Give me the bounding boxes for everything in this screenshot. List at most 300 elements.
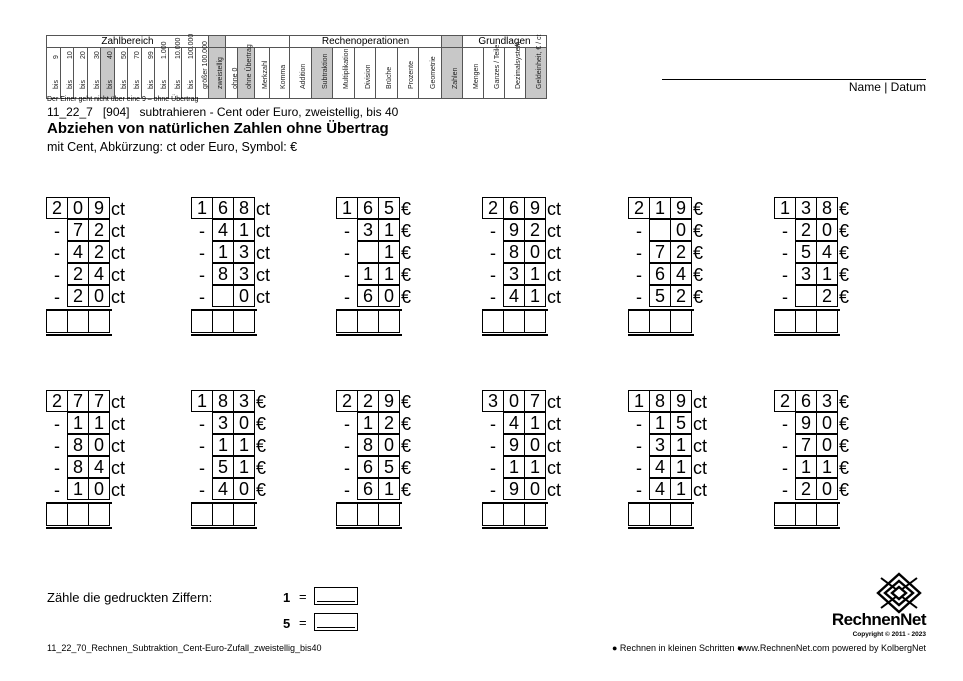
classification-label: bis [80, 80, 88, 89]
name-date-label: Name | Datum [848, 80, 926, 94]
unit-label: ct [256, 265, 271, 285]
classification-cell [238, 44, 255, 99]
digit-cell: 8 [503, 241, 525, 263]
digit-cell: 1 [503, 456, 525, 478]
answer-cell[interactable] [191, 311, 213, 333]
minus-sign: - [782, 436, 788, 456]
problem-row [46, 242, 125, 264]
answer-cell[interactable] [67, 504, 89, 526]
classification-cell [397, 48, 419, 99]
classification-cell [209, 48, 226, 99]
digit-cell: 8 [212, 263, 234, 285]
unit-label: € [839, 436, 850, 456]
digit-cell: 4 [67, 241, 89, 263]
unit-label: € [839, 392, 850, 412]
count-answer-box-5[interactable] [314, 613, 358, 631]
problem-row [482, 264, 561, 286]
problem-row [628, 286, 703, 308]
answer-row [336, 502, 402, 526]
digit-cell: 1 [67, 412, 89, 434]
digit-cell: 5 [649, 285, 671, 307]
digit-cell: 7 [524, 390, 546, 412]
minus-sign: - [636, 458, 642, 478]
answer-cell[interactable] [774, 504, 796, 526]
digit-cell: 0 [88, 434, 110, 456]
minus-sign: - [636, 480, 642, 500]
classification-label: Mengen [473, 63, 480, 89]
digit-cell: 3 [233, 263, 255, 285]
answer-cell[interactable] [795, 504, 817, 526]
digit-cell: 5 [212, 456, 234, 478]
minus-sign: - [344, 458, 350, 478]
unit-label: ct [111, 265, 126, 285]
digit-cell: 1 [191, 197, 213, 219]
classification-label: bis [93, 80, 101, 89]
answer-cell[interactable] [482, 504, 504, 526]
classification-label: Prozente [407, 60, 415, 89]
classification-cell [419, 48, 442, 99]
digit-cell: 0 [816, 478, 838, 500]
problem-row [482, 457, 561, 479]
answer-cell[interactable] [628, 311, 650, 333]
unit-label: ct [547, 436, 562, 456]
digit-cell [649, 219, 671, 241]
answer-cell[interactable] [816, 504, 838, 526]
digit-cell: 1 [357, 263, 379, 285]
digit-cell: 3 [503, 263, 525, 285]
problem-row [628, 264, 703, 286]
group-zahlbereich: Zahlbereich [47, 36, 209, 48]
digit-cell: 9 [503, 219, 525, 241]
minus-sign: - [490, 221, 496, 241]
double-underline [336, 334, 402, 336]
problem-row [46, 391, 125, 413]
digit-cell: 6 [503, 197, 525, 219]
digit-cell: 0 [378, 285, 400, 307]
problem-row [191, 242, 270, 264]
classification-label: bis [66, 80, 74, 89]
digit-cell: 5 [378, 197, 400, 219]
digit-cell: 1 [524, 412, 546, 434]
digit-cell: 2 [46, 390, 68, 412]
answer-cell[interactable] [191, 504, 213, 526]
subtraction-problem [336, 198, 411, 336]
classification-cell [354, 48, 376, 99]
classification-cell [141, 48, 155, 99]
count-answer-box-1[interactable] [314, 587, 358, 605]
classification-cell [226, 48, 238, 99]
unit-label: € [693, 265, 704, 285]
unit-label: € [256, 480, 267, 500]
problem-row [336, 435, 411, 457]
answer-cell[interactable] [378, 504, 400, 526]
digit-cell: 2 [46, 197, 68, 219]
unit-label: € [401, 436, 412, 456]
subtraction-problem [46, 198, 125, 336]
unit-label: € [839, 221, 850, 241]
problem-row [46, 220, 125, 242]
digit-cell: 2 [357, 390, 379, 412]
group-spacer-2 [226, 36, 290, 48]
answer-cell[interactable] [628, 504, 650, 526]
minus-sign: - [344, 436, 350, 456]
unit-label: ct [111, 199, 126, 219]
unit-label: € [256, 392, 267, 412]
problem-row [482, 198, 561, 220]
unit-label: ct [111, 243, 126, 263]
digit-cell: 1 [212, 434, 234, 456]
minus-sign: - [344, 287, 350, 307]
classification-cell [290, 48, 312, 99]
classification-label: zweistellig [217, 57, 224, 89]
digit-cell: 1 [233, 456, 255, 478]
unit-label: ct [256, 243, 271, 263]
answer-row [336, 309, 402, 333]
unit-label: ct [547, 221, 562, 241]
subtraction-problem [628, 198, 703, 336]
unit-label: € [401, 392, 412, 412]
answer-cell[interactable] [88, 504, 110, 526]
count-digit-5: 5 [283, 616, 291, 631]
footer-slogan: ● Rechnen in kleinen Schritten ● [612, 643, 743, 653]
digit-cell: 3 [649, 434, 671, 456]
answer-cell[interactable] [336, 504, 358, 526]
double-underline [628, 334, 694, 336]
digit-cell: 8 [649, 390, 671, 412]
digit-cell: 2 [88, 241, 110, 263]
digit-cell [795, 285, 817, 307]
answer-cell[interactable] [649, 311, 671, 333]
unit-label: ct [547, 199, 562, 219]
minus-sign: - [54, 265, 60, 285]
problem-row [628, 413, 707, 435]
count-eq-1: = [299, 589, 307, 604]
unit-label: € [401, 480, 412, 500]
unit-label: ct [693, 480, 708, 500]
digit-cell: 9 [670, 197, 692, 219]
digit-cell: 1 [67, 478, 89, 500]
classification-cell [505, 41, 526, 99]
answer-cell[interactable] [46, 504, 68, 526]
minus-sign: - [490, 414, 496, 434]
range-value: 10.000 [174, 37, 182, 59]
digit-cell: 1 [191, 390, 213, 412]
problem-row [482, 286, 561, 308]
digit-cell: 0 [503, 390, 525, 412]
range-value: 70 [134, 51, 142, 59]
minus-sign: - [490, 480, 496, 500]
range-value: 99 [147, 51, 155, 59]
double-underline [482, 527, 548, 529]
digit-cell: 5 [378, 456, 400, 478]
digit-cell: 8 [816, 197, 838, 219]
classification-cell [195, 41, 209, 99]
answer-cell[interactable] [524, 311, 546, 333]
answer-cell[interactable] [482, 311, 504, 333]
answer-cell[interactable] [378, 311, 400, 333]
unit-label: ct [547, 287, 562, 307]
subtraction-problem [482, 391, 561, 529]
unit-label: ct [256, 221, 271, 241]
problem-row [774, 286, 849, 308]
double-underline [774, 527, 840, 529]
unit-label: ct [111, 287, 126, 307]
double-underline [774, 334, 840, 336]
digit-cell: 7 [795, 434, 817, 456]
problem-row [336, 198, 411, 220]
digit-cell: 4 [212, 219, 234, 241]
answer-cell[interactable] [46, 311, 68, 333]
minus-sign: - [54, 287, 60, 307]
classification-label: bis [134, 80, 142, 89]
digit-cell: 1 [816, 263, 838, 285]
minus-sign: - [54, 436, 60, 456]
digit-cell: 1 [670, 478, 692, 500]
digit-cell: 1 [670, 456, 692, 478]
answer-cell[interactable] [670, 311, 692, 333]
answer-row [628, 309, 694, 333]
classification-table [46, 35, 547, 99]
classification-cell [442, 48, 463, 99]
digit-cell: 1 [378, 263, 400, 285]
unit-label: € [256, 436, 267, 456]
answer-row [191, 502, 257, 526]
unit-label: ct [693, 392, 708, 412]
digit-cell: 2 [670, 241, 692, 263]
digit-cell: 5 [795, 241, 817, 263]
minus-sign: - [490, 265, 496, 285]
digit-cell: 1 [378, 219, 400, 241]
problem-row [46, 457, 125, 479]
problem-row [336, 220, 411, 242]
digit-cell: 1 [212, 241, 234, 263]
minus-sign: - [54, 458, 60, 478]
group-spacer-1 [209, 36, 226, 48]
digit-cell: 4 [88, 263, 110, 285]
minus-sign: - [636, 265, 642, 285]
problem-row [482, 413, 561, 435]
problem-row [191, 479, 266, 501]
digit-cell: 4 [649, 478, 671, 500]
unit-label: ct [111, 221, 126, 241]
answer-cell[interactable] [88, 311, 110, 333]
unit-label: € [693, 199, 704, 219]
classification-label: ohne 0 [231, 67, 239, 89]
classification-label: bis [161, 80, 169, 89]
answer-cell[interactable] [212, 504, 234, 526]
minus-sign: - [490, 243, 496, 263]
problem-row [482, 242, 561, 264]
unit-label: ct [693, 414, 708, 434]
digit-cell: 2 [336, 390, 358, 412]
digit-cell: 9 [88, 197, 110, 219]
answer-cell[interactable] [212, 311, 234, 333]
digit-cell: 6 [795, 390, 817, 412]
problem-row [628, 242, 703, 264]
classification-label: ohne Übertrag [246, 44, 253, 89]
problem-row [774, 457, 849, 479]
digit-cell: 7 [88, 390, 110, 412]
minus-sign: - [636, 243, 642, 263]
double-underline [482, 334, 548, 336]
unit-label: ct [693, 458, 708, 478]
unit-label: ct [111, 436, 126, 456]
minus-sign: - [490, 458, 496, 478]
digit-cell: 2 [67, 263, 89, 285]
digit-cell: 1 [233, 219, 255, 241]
minus-sign: - [490, 436, 496, 456]
problem-row [46, 413, 125, 435]
digit-cell: 1 [816, 456, 838, 478]
problem-row [774, 413, 849, 435]
digit-cell: 9 [524, 197, 546, 219]
unit-label: ct [693, 436, 708, 456]
classification-cell [463, 48, 484, 99]
digit-cell: 8 [357, 434, 379, 456]
minus-sign: - [199, 221, 205, 241]
answer-cell[interactable] [233, 504, 255, 526]
problem-row [46, 198, 125, 220]
range-value: 10 [66, 51, 74, 59]
classification-label: größer 100.000 [201, 41, 209, 89]
problem-row [628, 198, 703, 220]
minus-sign: - [199, 458, 205, 478]
minus-sign: - [782, 480, 788, 500]
unit-label: € [839, 265, 850, 285]
answer-cell[interactable] [67, 311, 89, 333]
minus-sign: - [490, 287, 496, 307]
problem-row [628, 457, 707, 479]
classification-cell [376, 48, 398, 99]
unit-label: € [839, 287, 850, 307]
classification-cell [182, 33, 196, 99]
problem-row [482, 220, 561, 242]
minus-sign: - [782, 243, 788, 263]
problem-row [46, 479, 125, 501]
problem-row [191, 220, 270, 242]
digit-cell: 1 [88, 412, 110, 434]
subtraction-problem [191, 391, 266, 529]
digit-cell: 0 [524, 478, 546, 500]
answer-cell[interactable] [649, 504, 671, 526]
answer-cell[interactable] [233, 311, 255, 333]
digit-cell: 8 [67, 456, 89, 478]
digit-cell: 2 [774, 390, 796, 412]
unit-label: € [401, 414, 412, 434]
classification-label: bis [120, 80, 128, 89]
classification-cell [270, 48, 290, 99]
classification-cell [74, 48, 88, 99]
minus-sign: - [782, 221, 788, 241]
digit-cell: 0 [816, 219, 838, 241]
answer-row [482, 502, 548, 526]
subtraction-problem [191, 198, 270, 336]
problem-row [46, 286, 125, 308]
problem-row [191, 435, 266, 457]
problem-row [774, 479, 849, 501]
digit-cell: 2 [628, 197, 650, 219]
digit-cell: 1 [524, 456, 546, 478]
digit-cell: 1 [524, 285, 546, 307]
answer-cell[interactable] [503, 311, 525, 333]
problem-row [628, 391, 707, 413]
answer-cell[interactable] [670, 504, 692, 526]
answer-cell[interactable] [774, 311, 796, 333]
digit-cell: 3 [795, 263, 817, 285]
answer-row [628, 502, 694, 526]
minus-sign: - [636, 414, 642, 434]
answer-row [46, 502, 112, 526]
digit-cell: 4 [503, 412, 525, 434]
unit-label: € [401, 458, 412, 478]
unit-label: € [693, 221, 704, 241]
range-value: 20 [80, 51, 88, 59]
answer-cell[interactable] [795, 311, 817, 333]
double-underline [191, 334, 257, 336]
answer-cell[interactable] [336, 311, 358, 333]
answer-cell[interactable] [503, 504, 525, 526]
digit-cell: 7 [67, 219, 89, 241]
unit-label: ct [547, 458, 562, 478]
problem-row [482, 435, 561, 457]
copyright: Copyright © 2011 - 2023 [852, 631, 926, 638]
problem-row [191, 457, 266, 479]
digit-cell: 0 [524, 434, 546, 456]
digit-cell: 3 [795, 197, 817, 219]
digit-cell: 0 [378, 434, 400, 456]
digit-cell: 7 [649, 241, 671, 263]
answer-cell[interactable] [524, 504, 546, 526]
page-subtitle: mit Cent, Abkürzung: ct oder Euro, Symbol: € [47, 140, 298, 154]
digit-cell: 2 [670, 285, 692, 307]
problem-row [774, 198, 849, 220]
minus-sign: - [54, 414, 60, 434]
digit-cell: 0 [88, 285, 110, 307]
digit-cell: 4 [503, 285, 525, 307]
unit-label: ct [256, 287, 271, 307]
count-label: Zähle die gedruckten Ziffern: [47, 590, 213, 605]
classification-label: Komma [279, 64, 287, 89]
digit-cell: 4 [649, 456, 671, 478]
answer-cell[interactable] [816, 311, 838, 333]
problem-row [46, 435, 125, 457]
classification-label: Brüche [386, 66, 394, 89]
answer-row [46, 309, 112, 333]
minus-sign: - [199, 480, 205, 500]
digit-cell: 6 [649, 263, 671, 285]
problem-row [336, 479, 411, 501]
problem-row [191, 391, 266, 413]
group-spacer-3 [442, 36, 463, 48]
digit-cell [212, 285, 234, 307]
worksheet-code: 11_22_7 [904] subtrahieren - Cent oder Euro, zweistellig, bis 40 [47, 105, 399, 119]
problem-row [336, 286, 411, 308]
range-value: 100.000 [188, 33, 196, 59]
digit-cell: 1 [795, 456, 817, 478]
digit-cell: 0 [816, 434, 838, 456]
problem-row [774, 391, 849, 413]
classification-label: bis [107, 80, 115, 89]
digit-cell: 3 [482, 390, 504, 412]
problem-row [774, 264, 849, 286]
minus-sign: - [782, 287, 788, 307]
answer-cell[interactable] [357, 311, 379, 333]
answer-cell[interactable] [357, 504, 379, 526]
digit-cell: 0 [670, 219, 692, 241]
count-eq-5: = [299, 615, 307, 630]
problem-row [191, 198, 270, 220]
digit-cell: 0 [233, 285, 255, 307]
